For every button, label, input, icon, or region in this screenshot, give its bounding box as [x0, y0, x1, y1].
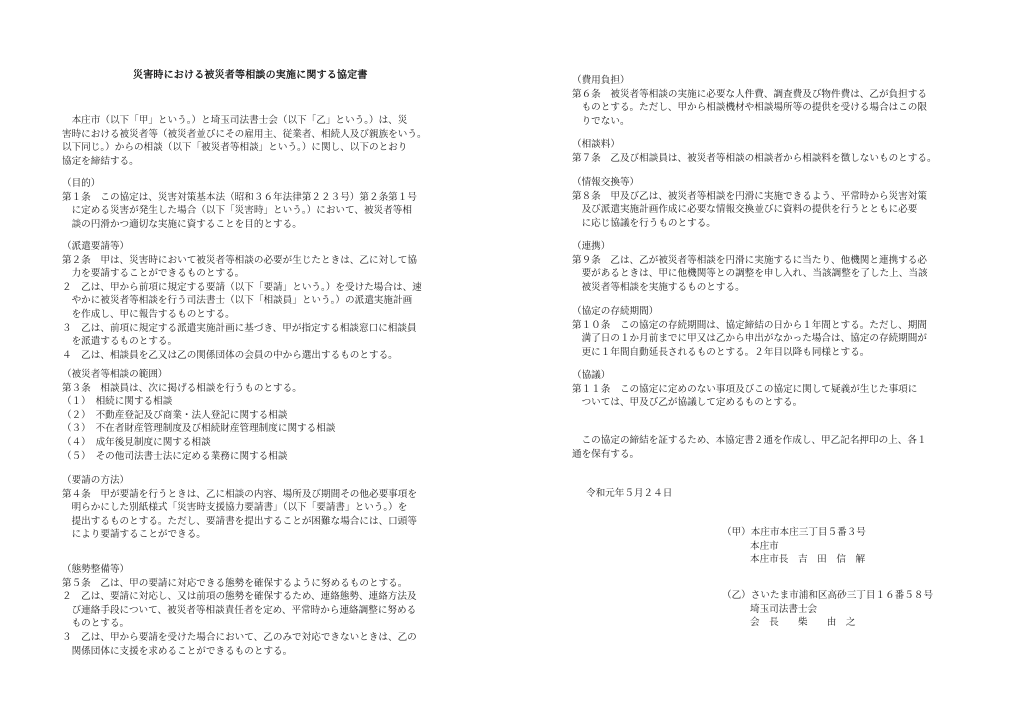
section-line: に定める災害が発生した場合（以下「災害時」という。）において、被災者等相	[62, 205, 412, 217]
section-line: りでない。	[572, 115, 630, 127]
preamble-line: 協定を締結する。	[62, 155, 139, 167]
article-7-section	[572, 138, 964, 165]
section-line: を作成し、甲に報告するものとする。	[62, 308, 235, 320]
section-line: （３） 不在者財産管理制度及び相続財産管理制度に関する相談	[62, 423, 336, 435]
article-10-section	[572, 305, 964, 359]
section-line: 第９条 乙は、乙が被災者等相談を円滑に実施するに当たり、他機関と連携する必	[572, 254, 927, 266]
section-heading: （協定の存続期間）	[572, 306, 659, 317]
section-line: 第１条 この協定は、災害対策基本法（昭和３６年法律第２２３号）第２条第１号	[62, 191, 417, 203]
section-heading: （態勢整備等）	[62, 564, 130, 575]
section-line: ３ 乙は、前項に規定する派遣実施計画に基づき、甲が指定する相談窓口に相談員	[62, 322, 417, 334]
article-4-section	[62, 474, 454, 542]
section-heading: （協議）	[572, 370, 611, 381]
section-line: 被災者等相談を実施するものとする。	[572, 281, 745, 293]
section-line: ２ 乙は、要請に対応し、又は前項の態勢を確保するため、連絡態勢、連絡方法及	[62, 591, 417, 603]
section-line: やかに被災者等相談を行う司法書士（以下「相談員」という。）の派遣実施計画	[62, 295, 413, 307]
section-line: 満了日の１か月前までに甲又は乙から申出がなかった場合は、協定の存続期間が	[572, 333, 927, 345]
section-heading: （相談料）	[572, 139, 620, 150]
section-line: 第７条 乙及び相談員は、被災者等相談の相談者から相談料を徴しないものとする。	[572, 152, 937, 164]
section-line: 及び派遣実施計画作成に必要な情報交換並びに資料の提供を行うとともに必要	[572, 204, 918, 216]
article-9-section	[572, 240, 964, 294]
section-line: ４ 乙は、相談員を乙又は乙の関係団体の会員の中から選出するものとする。	[62, 349, 398, 361]
section-line: （５） その他司法書士法に定める業務に関する相談	[62, 450, 288, 462]
preamble-line: 害時における被災者等（被災者並びにその雇用主、従業者、相続人及び親族をいう。	[62, 128, 427, 140]
section-line: 要があるときは、甲に他機関等との調整を申し入れ、当該調整を了した上、当該	[572, 268, 928, 280]
section-line: （１） 相続に関する相談	[62, 396, 173, 408]
signatory-address: （乙）さいたま市浦和区高砂三丁目１６番５８号	[722, 590, 934, 601]
closing-line: この協定の締結を証するため、本協定書２通を作成し、甲乙記名押印の上、各１	[572, 435, 927, 446]
section-line: ２ 乙は、甲から前項に規定する要請（以下「要請」という。）を受けた場合は、速	[62, 281, 422, 293]
section-line: ついては、甲及び乙が協議して定めるものとする。	[572, 397, 803, 409]
section-line: 第１０条 この協定の存続期間は、協定締結の日から１年間とする。ただし、期間	[572, 319, 927, 331]
signatory-address: （甲）本庄市本庄三丁目５番３号	[722, 527, 866, 538]
signatory-org: 埼玉司法書士会	[750, 603, 818, 615]
section-line: 更に１年間自動延長されるものとする。２年目以降も同様とする。	[572, 346, 870, 358]
section-line: 第２条 甲は、災害時において被災者等相談の必要が生じたときは、乙に対して協	[62, 254, 417, 266]
section-line: 第１１条 この協定に定めのない事項及びこの協定に関して疑義が生じた事項に	[572, 383, 918, 395]
agreement-date	[586, 487, 978, 501]
signatory-kou	[722, 526, 866, 567]
section-line: を派遣するものとする。	[62, 336, 178, 348]
preamble-line: 以下同じ。）からの相談（以下「被災者等相談」という。）に関し、以下のとおり	[62, 142, 408, 154]
section-line: （２） 不動産登記及び商業・法人登記に関する相談	[62, 409, 288, 421]
article-8-section	[572, 176, 964, 230]
section-heading: （要請の方法）	[62, 475, 130, 486]
section-line: 関係団体に支援を求めることができるものとする。	[62, 645, 293, 657]
section-heading: （派遣要請等）	[62, 241, 130, 252]
section-line: ものとする。ただし、甲から相談機材や相談場所等の提供を受ける場合はこの限	[572, 102, 927, 114]
article-1-section	[62, 177, 454, 231]
section-line: ３ 乙は、甲から要請を受けた場合において、乙のみで対応できないときは、乙の	[62, 631, 417, 643]
section-heading: （連携）	[572, 241, 611, 252]
section-line: 第６条 被災者等相談の実施に必要な人件費、調査費及び物件費は、乙が負担する	[572, 88, 927, 100]
section-line: に応じ協議を行うものとする。	[572, 217, 716, 229]
closing-statement	[572, 434, 964, 461]
section-line: 第４条 甲が要請を行うときは、乙に相談の内容、場所及び期間その他必要事項を	[62, 488, 417, 500]
section-line: 談の円滑かつ適切な実施に資することを目的とする。	[62, 218, 302, 230]
date-text: 令和元年５月２４日	[586, 488, 673, 499]
section-line: 第３条 相談員は、次に掲げる相談を行うものとする。	[62, 382, 302, 394]
preamble	[62, 114, 454, 168]
article-5-section	[62, 563, 454, 658]
article-6-section	[572, 74, 964, 128]
preamble-line: 本庄市（以下「甲」という。）と埼玉司法書士会（以下「乙」という。）は、災	[62, 115, 408, 126]
section-line: 第５条 乙は、甲の要請に対応できる態勢を確保するように努めるものとする。	[62, 577, 408, 589]
signatory-representative: 会 長 柴 由 之	[750, 617, 856, 629]
closing-line: 通を保有する。	[572, 448, 640, 460]
article-2-section	[62, 240, 454, 362]
section-line: 提出するものとする。ただし、要請書を提出することが困難な場合には、口頭等	[62, 515, 417, 527]
section-line: 明らかにした別紙様式「災害時支援協力要請書」（以下「要請書」という。）を	[62, 502, 408, 514]
section-line: ものとする。	[62, 618, 130, 630]
document-title: 災害時における被災者等相談の実施に関する協定書	[133, 70, 368, 81]
article-3-section	[62, 368, 454, 463]
section-line: 第８条 甲及び乙は、被災者等相談を円滑に実施できるよう、平常時から災害対策	[572, 190, 927, 202]
section-line: により要請することができる。	[62, 529, 206, 541]
section-heading: （目的）	[62, 178, 101, 189]
section-line: （４） 成年後見制度に関する相談	[62, 436, 211, 448]
article-11-section	[572, 369, 964, 410]
signatory-representative: 本庄市長 吉 田 信 解	[750, 554, 866, 566]
signatory-org: 本庄市	[750, 540, 779, 552]
section-line: 力を要請することができるものとする。	[62, 268, 245, 280]
signatory-otsu	[722, 589, 933, 630]
section-line: び連絡手段について、被災者等相談責任者を定め、平常時から連絡調整に努める	[62, 604, 417, 616]
section-heading: （費用負担）	[572, 75, 630, 86]
section-heading: （情報交換等）	[572, 177, 640, 188]
section-heading: （被災者等相談の範囲）	[62, 369, 168, 380]
